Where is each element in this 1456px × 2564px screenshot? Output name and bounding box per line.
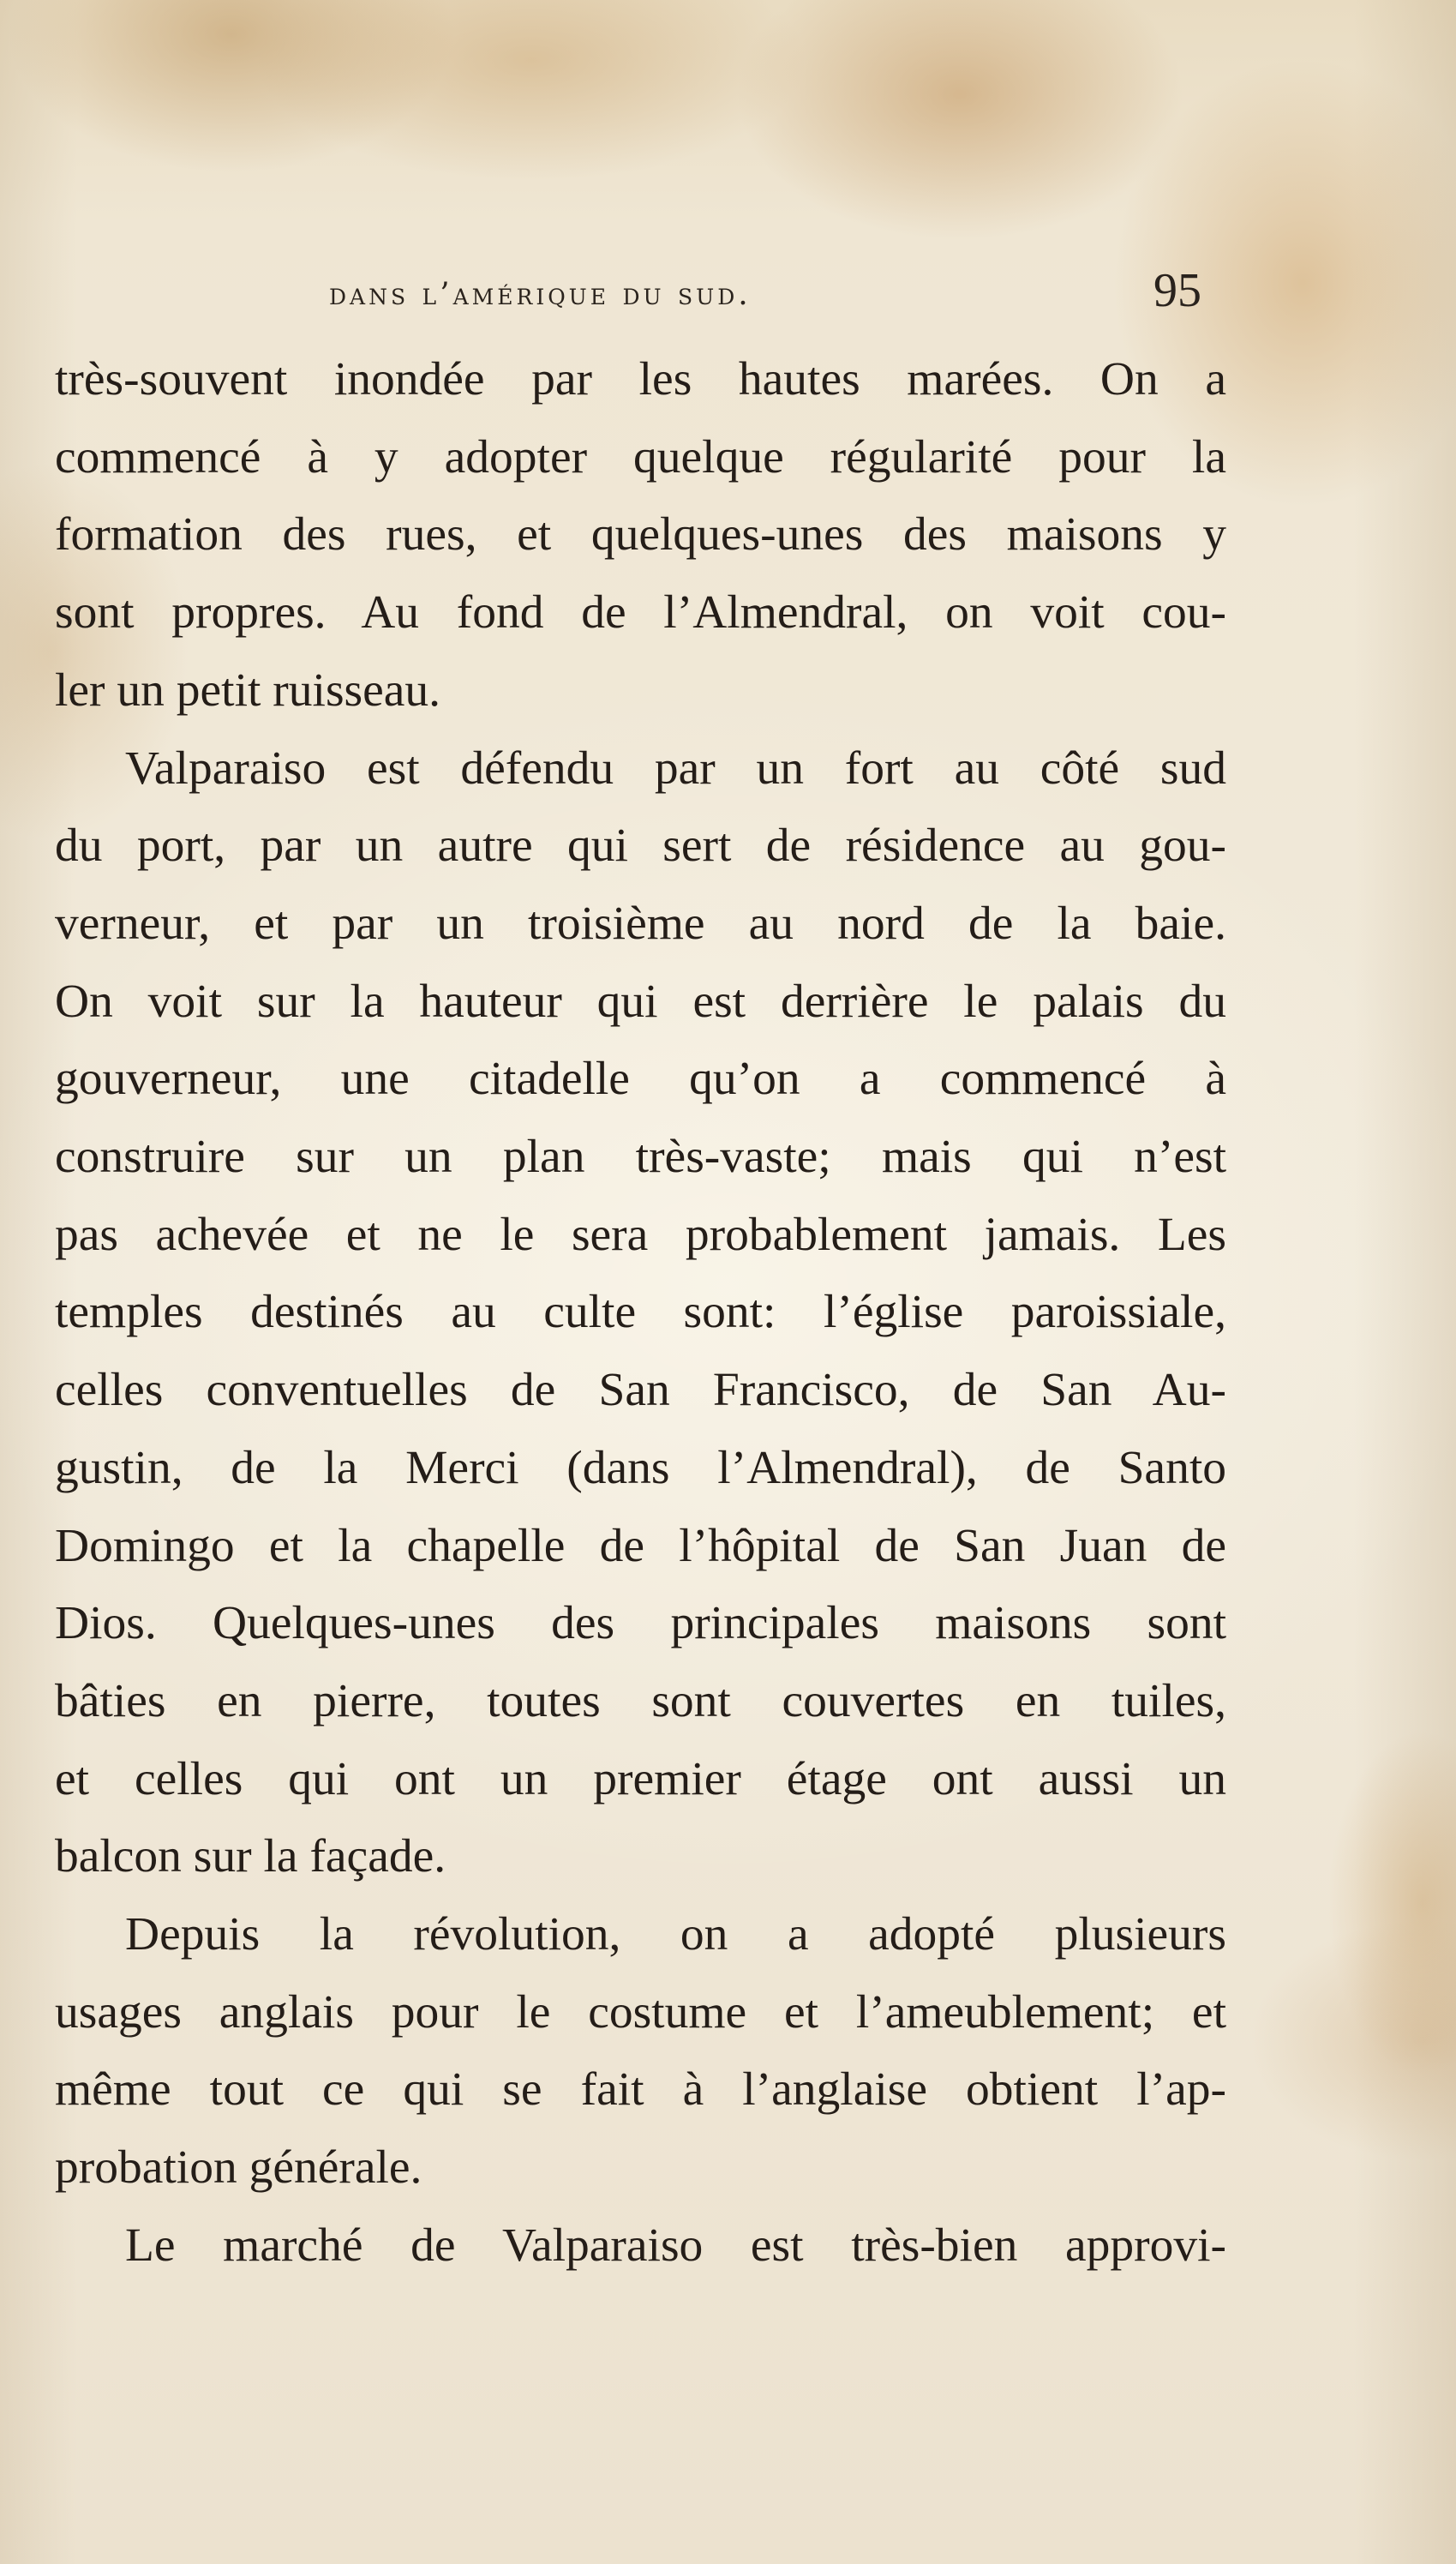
text-line: très-souvent inondée par les hautes marées. On a — [55, 353, 1226, 405]
text-line: et celles qui ont un premier étage ont aussi un — [55, 1752, 1226, 1805]
running-head — [329, 261, 1239, 321]
text-line: Dios. Quelques-unes des principales maisons sont — [55, 1597, 1226, 1650]
text-line: probation générale. — [55, 2141, 422, 2195]
body-text — [55, 341, 1226, 2285]
text-line: gustin, de la Merci (dans l’Almendral), de Santo — [55, 1441, 1226, 1494]
text-line: temples destinés au culte sont: l’église paroissiale, — [55, 1286, 1226, 1339]
text-line: bâties en pierre, toutes sont couvertes en tuiles, — [55, 1674, 1226, 1727]
text-line: gouverneur, une citadelle qu’on a commencé à — [55, 1053, 1226, 1106]
text-line: ler un petit ruisseau. — [55, 664, 441, 717]
text-line: sont propres. Au fond de l’Almendral, on voit cou- — [55, 586, 1226, 639]
text-line: balcon sur la façade. — [55, 1830, 446, 1883]
text-line: même tout ce qui se fait à l’anglaise obtient l’ap- — [55, 2063, 1226, 2117]
text-line: usages anglais pour le costume et l’ameublement; et — [55, 1985, 1226, 2039]
running-title: dans l’amérique du sud. — [329, 277, 752, 312]
text-line: celles conventuelles de San Francisco, de San Au- — [55, 1364, 1226, 1417]
text-line: formation des rues, et quelques-unes des maisons y — [55, 508, 1226, 561]
text-line: Depuis la révolution, on a adopté plusieurs — [125, 1908, 1226, 1961]
text-line: pas achevée et ne le sera probablement jamais. Les — [55, 1208, 1226, 1261]
text-line: verneur, et par un troisième au nord de la baie. — [55, 897, 1226, 950]
text-line: Domingo et la chapelle de l’hôpital de San Juan de — [55, 1519, 1226, 1572]
text-line: du port, par un autre qui sert de résidence au gou- — [55, 820, 1226, 873]
text-line: On voit sur la hauteur qui est derrière le palais du — [55, 975, 1226, 1028]
page-number: 95 — [1153, 264, 1201, 317]
text-line: commencé à y adopter quelque régularité pour la — [55, 430, 1226, 483]
text-line: Le marché de Valparaiso est très-bien approvi- — [125, 2219, 1226, 2272]
text-line: Valparaiso est défendu par un fort au côté sud — [125, 742, 1226, 795]
text-line: construire sur un plan très-vaste; mais qui n’est — [55, 1131, 1226, 1184]
